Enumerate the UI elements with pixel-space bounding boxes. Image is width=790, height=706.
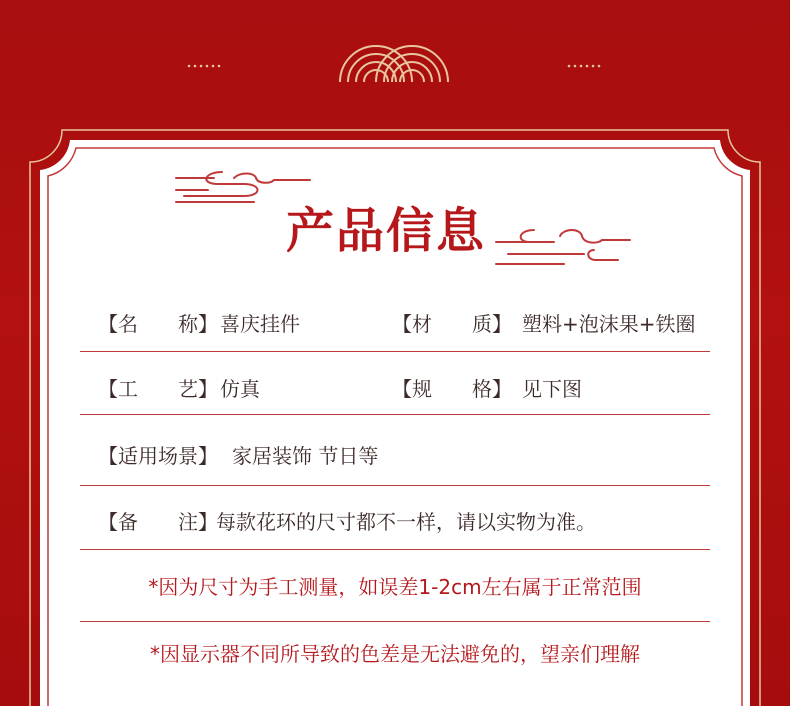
- value-craft: 仿真: [220, 377, 260, 401]
- heading-area: [0, 180, 790, 280]
- value-spec: 见下图: [522, 377, 582, 401]
- label-material: 【材 质】: [392, 312, 512, 336]
- label-usage: 【适用场景】: [98, 444, 218, 468]
- value-remark: 每款花环的尺寸都不一样，请以实物为准。: [216, 510, 596, 534]
- cloud-right-icon: [494, 226, 634, 266]
- value-name: 喜庆挂件: [220, 312, 300, 336]
- label-remark: 【备 注】: [98, 510, 218, 534]
- label-name: 【名 称】: [98, 312, 218, 336]
- label-spec: 【规 格】: [392, 377, 512, 401]
- page-title: 产品信息: [286, 203, 487, 259]
- value-material: 塑料+泡沫果+铁圈: [522, 312, 696, 336]
- value-usage: 家居装饰 节日等: [232, 444, 379, 468]
- note-measurement: *因为尺寸为手工测量，如误差1-2cm左右属于正常范围: [148, 575, 642, 599]
- note-color-difference: *因显示器不同所导致的色差是无法避免的，望亲们理解: [150, 642, 640, 666]
- label-craft: 【工 艺】: [98, 377, 218, 401]
